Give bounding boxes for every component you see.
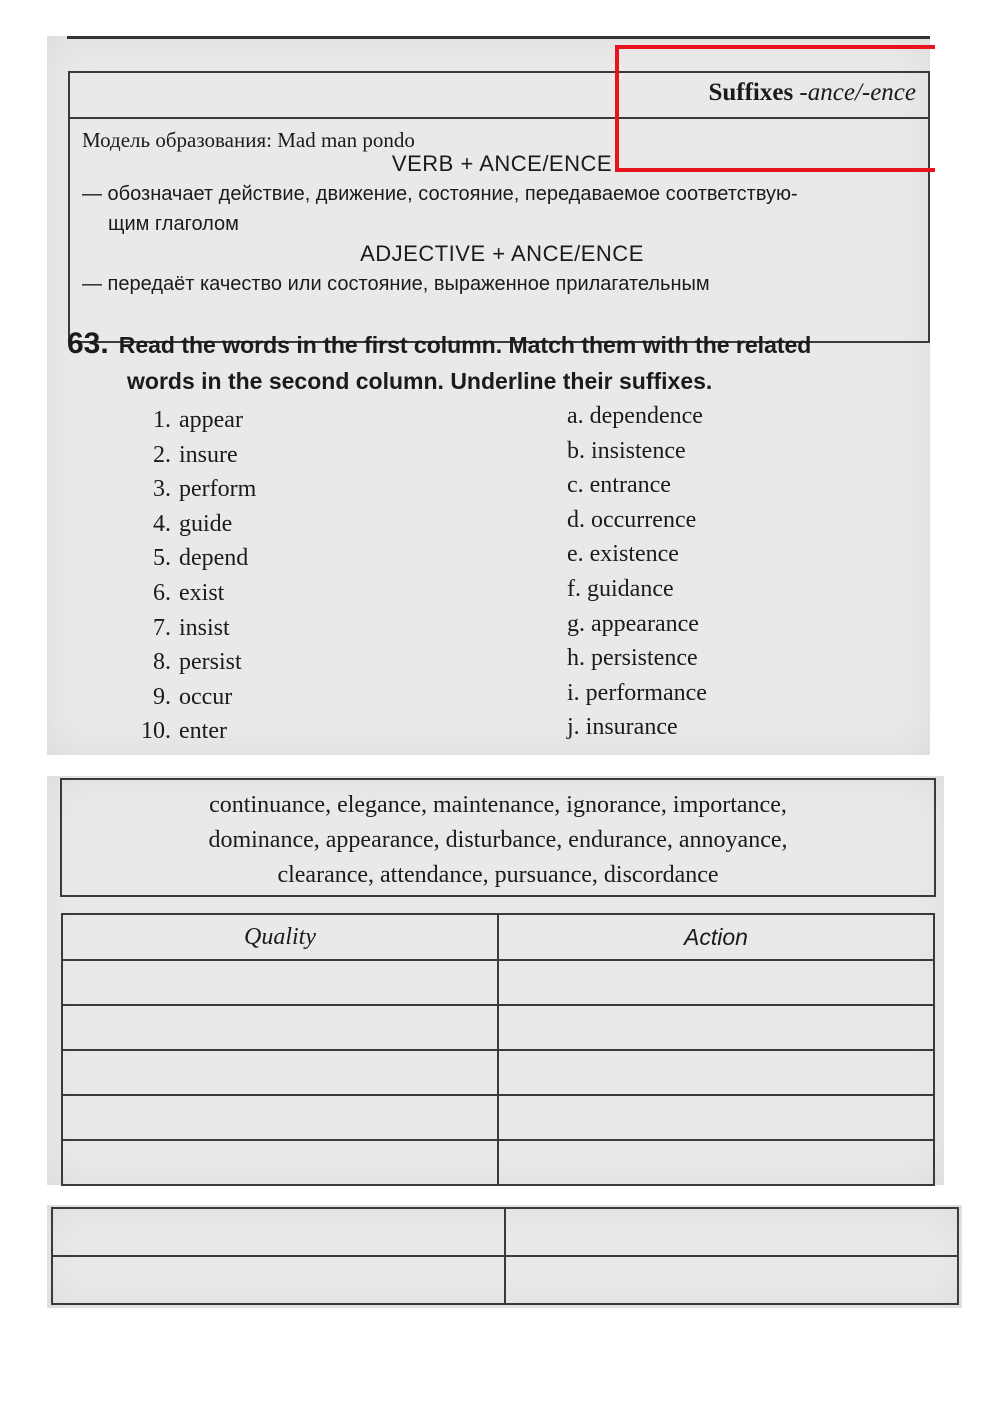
sort-table-continued bbox=[51, 1207, 959, 1305]
sort-table bbox=[61, 913, 935, 1186]
word-bank-line2: dominance, appearance, disturbance, endurance, annoyance, bbox=[208, 827, 788, 853]
action-cell[interactable] bbox=[498, 1140, 934, 1185]
quality-cell[interactable] bbox=[62, 1140, 498, 1185]
action-cell[interactable] bbox=[498, 1050, 934, 1095]
exercise-instruction bbox=[67, 326, 927, 399]
worksheet-scan-bottom bbox=[47, 1205, 962, 1308]
action-cell[interactable] bbox=[505, 1208, 958, 1256]
verb-meaning-line1: — обозначает действие, движение, состояние, передаваемое соответствую- bbox=[82, 183, 798, 205]
table-row bbox=[62, 1050, 934, 1095]
list-item: 3. perform bbox=[153, 476, 257, 503]
list-item: b. insistence bbox=[567, 437, 686, 464]
model-line: Модель образования: Mad man pondo bbox=[82, 128, 415, 152]
word-bank bbox=[60, 778, 936, 897]
list-item: a. dependence bbox=[567, 403, 703, 429]
table-row bbox=[62, 1140, 934, 1185]
header-action: Action bbox=[498, 914, 934, 960]
list-item: f. guidance bbox=[567, 575, 674, 602]
list-item: 7. insist bbox=[153, 614, 230, 641]
list-item: i. performance bbox=[567, 679, 707, 706]
list-item: 10. enter bbox=[141, 718, 227, 745]
table-row bbox=[52, 1208, 958, 1256]
list-item: e. existence bbox=[567, 541, 679, 568]
list-item: 5. depend bbox=[153, 545, 249, 572]
verb-meaning-line2: щим глаголом bbox=[108, 213, 239, 235]
adjective-meaning: — передаёт качество или состояние, выраженное прилагательным bbox=[82, 273, 710, 295]
instruction-line2: words in the second column. Underline their suffixes. bbox=[127, 368, 713, 394]
suffix-title-italic: -ance/-ence bbox=[799, 79, 916, 106]
worksheet-scan-top bbox=[47, 36, 930, 755]
header-quality: Quality bbox=[62, 914, 498, 960]
suffix-title-bold: Suffixes bbox=[708, 79, 794, 106]
exercise-number: 63. bbox=[67, 327, 109, 360]
table-row bbox=[62, 1095, 934, 1140]
verb-column bbox=[135, 403, 435, 749]
table-row bbox=[52, 1256, 958, 1304]
worksheet-scan-middle bbox=[47, 776, 944, 1185]
action-cell[interactable] bbox=[505, 1256, 958, 1304]
instruction-line1: Read the words in the first column. Match them with the related bbox=[118, 332, 812, 358]
list-item: 9. occur bbox=[153, 683, 233, 710]
action-cell[interactable] bbox=[498, 1005, 934, 1050]
word-bank-line3: clearance, attendance, pursuance, discordance bbox=[277, 862, 719, 888]
list-item: 8. persist bbox=[153, 649, 242, 676]
list-item: 2. insure bbox=[153, 441, 238, 468]
list-item: 4. guide bbox=[153, 510, 233, 537]
top-divider bbox=[67, 36, 930, 39]
list-item: h. persistence bbox=[567, 645, 698, 672]
word-bank-line1: continuance, elegance, maintenance, ignorance, importance, bbox=[209, 792, 787, 818]
quality-cell[interactable] bbox=[62, 1005, 498, 1050]
verb-formula: VERB + ANCE/ENCE bbox=[391, 151, 613, 176]
quality-cell[interactable] bbox=[52, 1208, 505, 1256]
noun-column bbox=[567, 399, 927, 745]
list-item: g. appearance bbox=[567, 610, 699, 637]
quality-cell[interactable] bbox=[62, 1050, 498, 1095]
list-item: 1. appear bbox=[153, 407, 243, 433]
quality-cell[interactable] bbox=[62, 960, 498, 1005]
list-item: c. entrance bbox=[567, 472, 671, 499]
highlight-frame bbox=[615, 45, 935, 172]
quality-cell[interactable] bbox=[52, 1256, 505, 1304]
table-row bbox=[62, 960, 934, 1005]
quality-cell[interactable] bbox=[62, 1095, 498, 1140]
list-item: j. insurance bbox=[567, 714, 678, 741]
action-cell[interactable] bbox=[498, 1095, 934, 1140]
table-row bbox=[62, 1005, 934, 1050]
list-item: 6. exist bbox=[153, 579, 225, 606]
action-cell[interactable] bbox=[498, 960, 934, 1005]
list-item: d. occurrence bbox=[567, 506, 697, 533]
adjective-formula: ADJECTIVE + ANCE/ENCE bbox=[360, 241, 644, 266]
